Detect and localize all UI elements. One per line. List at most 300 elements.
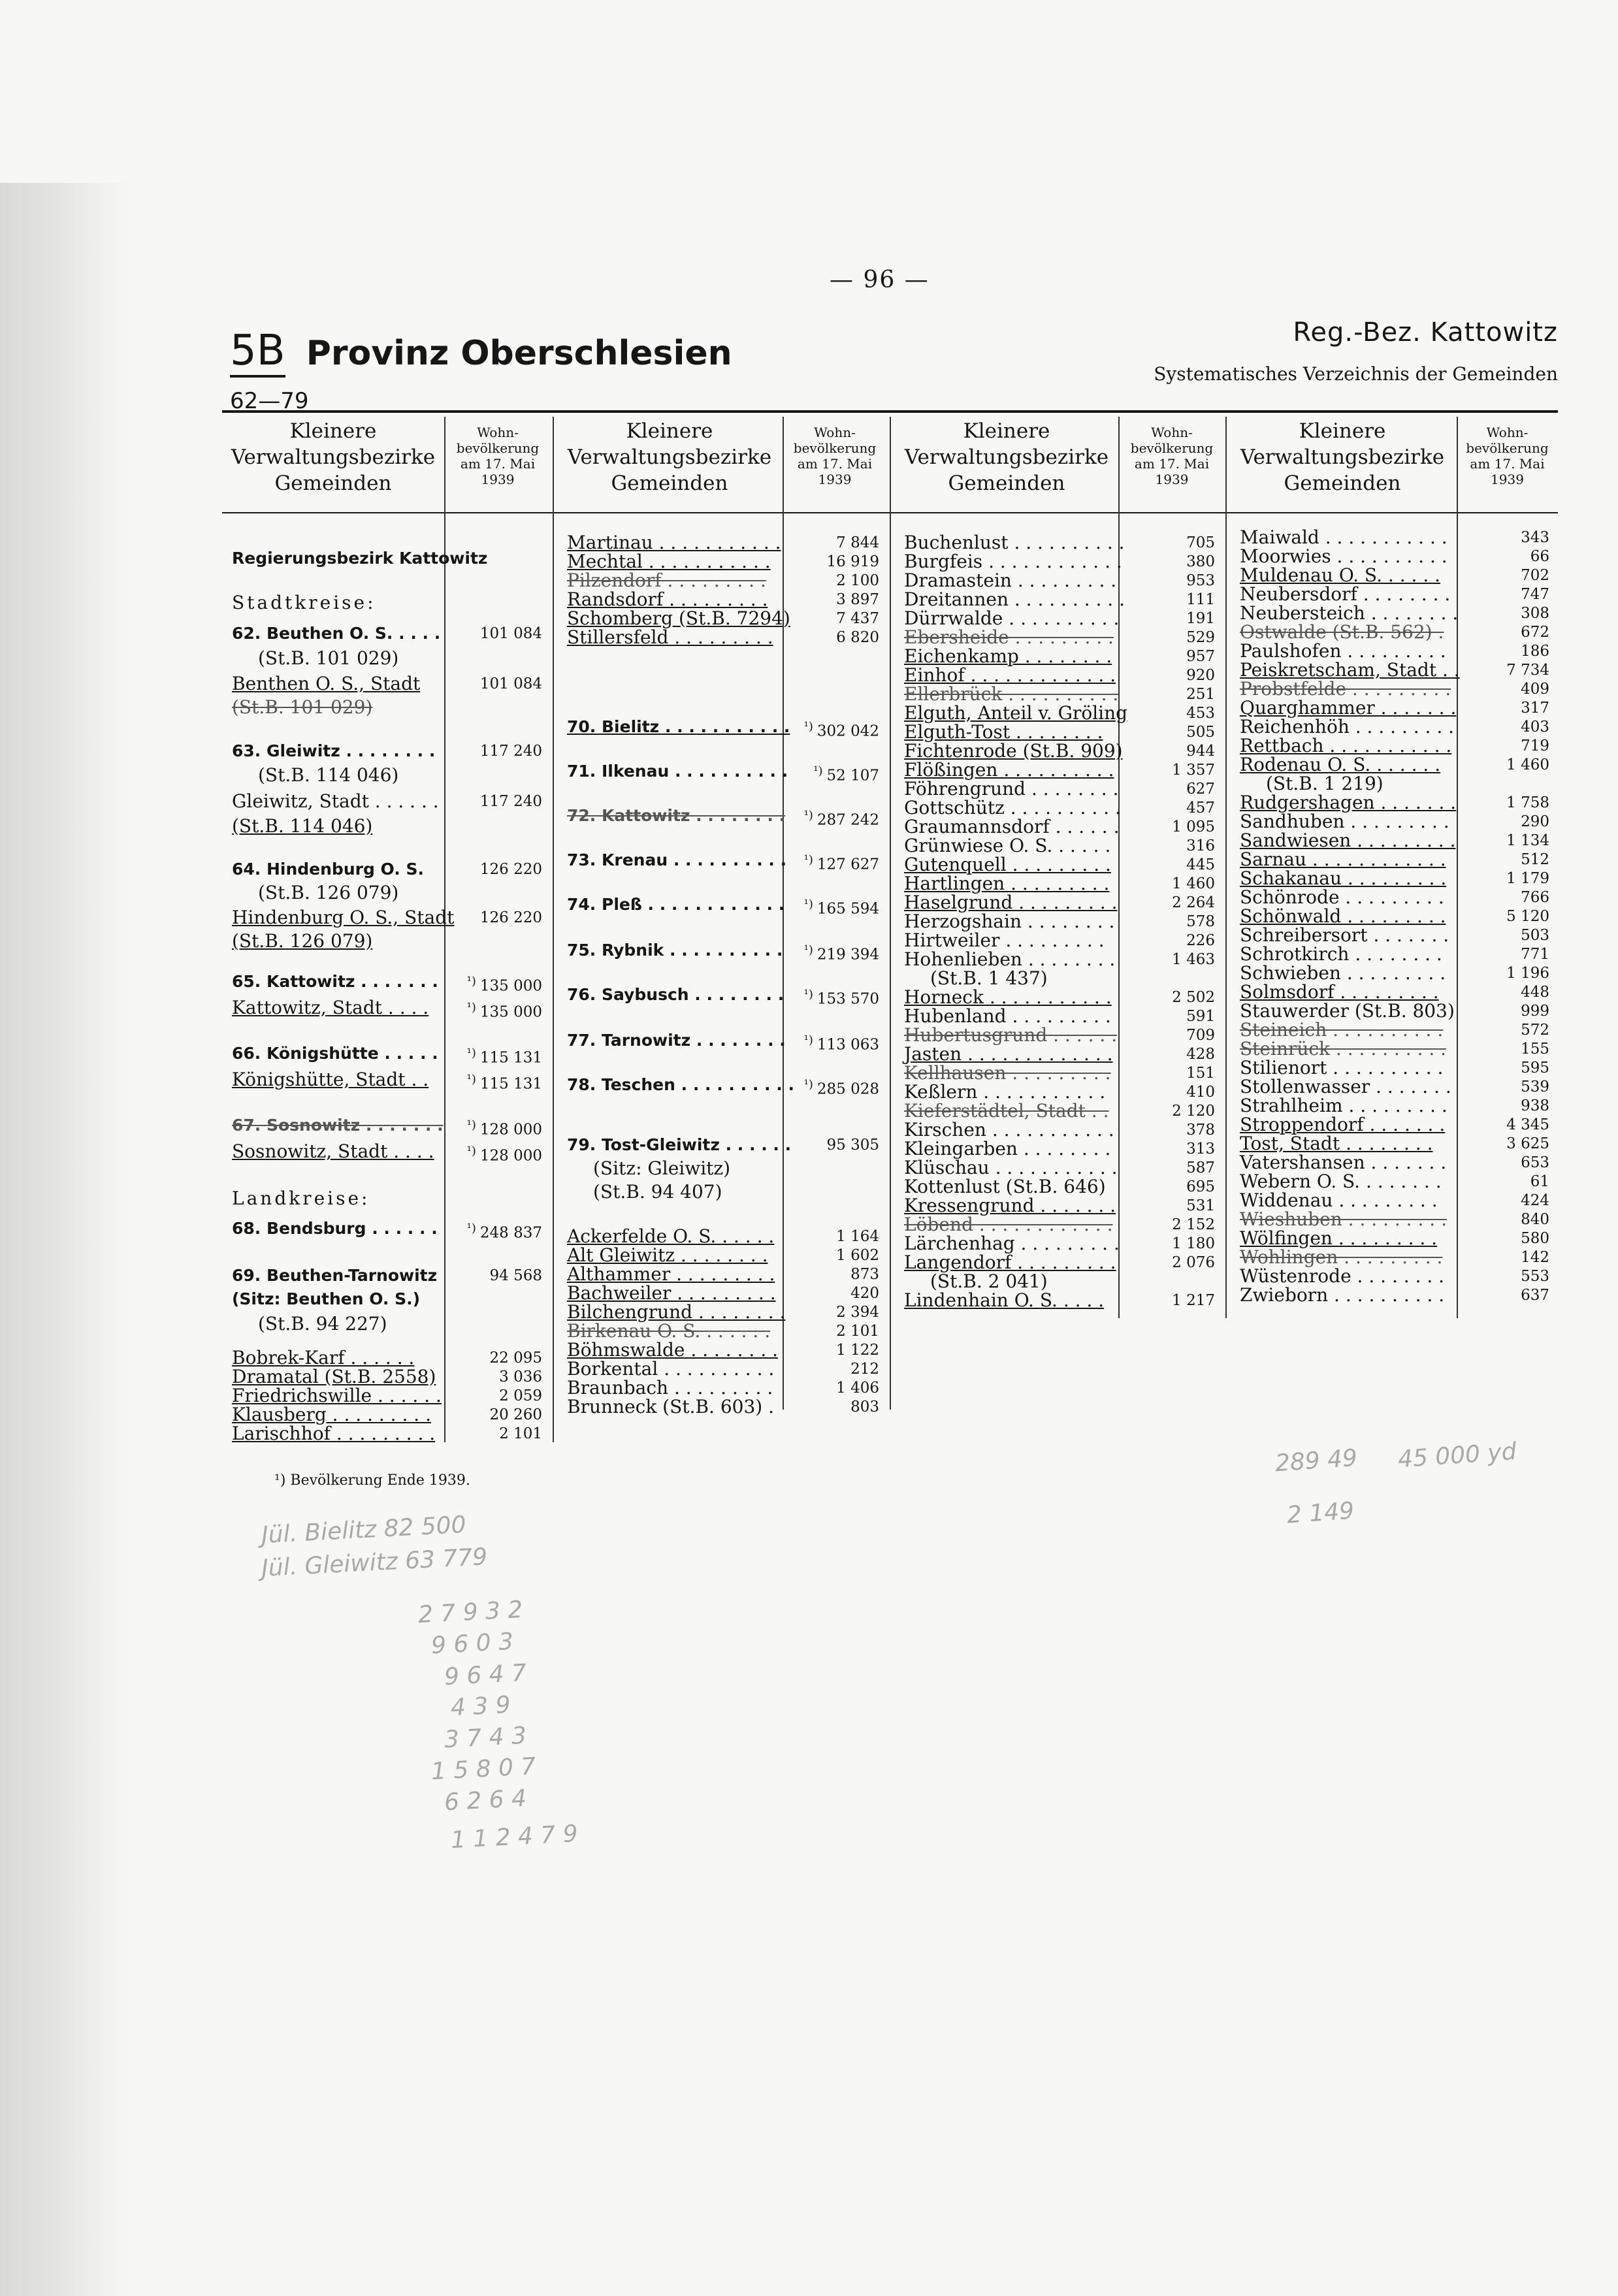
population-value: 248 837 bbox=[479, 1224, 542, 1242]
col4-entry-population bbox=[1521, 812, 1549, 832]
col2-entry-name: Randsdorf . . . . . . . . . bbox=[567, 589, 768, 610]
col3-entry-population bbox=[1186, 571, 1215, 590]
col4-entry-population bbox=[1521, 1248, 1549, 1267]
pop-header-2: Wohn- bevölkerung am 17. Mai 1939 bbox=[793, 425, 877, 487]
col3-entry-name: Gutenquell . . . . . . . . . bbox=[904, 854, 1111, 875]
population-value: 380 bbox=[1186, 553, 1215, 570]
col2-entry-name: (Sitz: Gleiwitz) bbox=[593, 1157, 731, 1179]
col4-entry-name: Maiwald . . . . . . . . . . . bbox=[1240, 526, 1448, 548]
col3-entry-name: Föhrengrund . . . . . . . . bbox=[904, 778, 1119, 800]
number-range: 62—79 bbox=[230, 388, 309, 414]
col4-entry-name: Rodenau O. S. . . . . . . bbox=[1240, 754, 1441, 775]
population-value: 637 bbox=[1521, 1287, 1549, 1304]
col4-entry-name: Schwieben . . . . . . . . . bbox=[1240, 962, 1446, 984]
population-value: 1 217 bbox=[1172, 1292, 1215, 1309]
col3-entry-name: Hartlingen . . . . . . . . . bbox=[904, 873, 1110, 894]
handwritten-note: 1 1 2 4 7 9 bbox=[450, 1820, 579, 1854]
col4-entry-name: Quarghammer . . . . . . . bbox=[1240, 697, 1457, 719]
population-value: 2 120 bbox=[1172, 1103, 1215, 1120]
col3-entry-population bbox=[1186, 1177, 1215, 1197]
col3-entry-name: Lindenhain O. S. . . . . bbox=[904, 1289, 1105, 1311]
population-value: 580 bbox=[1521, 1230, 1549, 1247]
population-value: 378 bbox=[1186, 1122, 1215, 1139]
population-value: 428 bbox=[1186, 1046, 1215, 1063]
col4-entry-population bbox=[1521, 528, 1549, 547]
col3-entry-name: Flößingen . . . . . . . . . . bbox=[904, 759, 1114, 781]
col1-entry-name: (St.B. 114 046) bbox=[258, 764, 399, 786]
col3-entry-name: Kressengrund . . . . . . . bbox=[904, 1195, 1116, 1216]
footnote-marker: ¹) bbox=[466, 1144, 476, 1158]
population-value: 719 bbox=[1521, 737, 1549, 754]
population-value: 2 502 bbox=[1172, 989, 1215, 1006]
col4-entry-population bbox=[1521, 888, 1549, 907]
col3-entry-population bbox=[1186, 685, 1215, 704]
col3-entry-population bbox=[1186, 647, 1215, 666]
population-value: 424 bbox=[1521, 1192, 1549, 1209]
pop-header-3: Wohn- bevölkerung am 17. Mai 1939 bbox=[1130, 425, 1214, 487]
population-value: 938 bbox=[1521, 1097, 1549, 1114]
population-value: 445 bbox=[1186, 856, 1215, 873]
col4-entry-population bbox=[1506, 831, 1549, 850]
population-value: 287 242 bbox=[817, 811, 879, 829]
col3-entry-population bbox=[1186, 666, 1215, 685]
col2-entry-population bbox=[827, 552, 879, 572]
col3-entry-population bbox=[1186, 1158, 1215, 1178]
col1-entry-population bbox=[490, 1348, 542, 1368]
col1-entry-name: Klausberg . . . . . . . . . bbox=[232, 1404, 431, 1425]
col4-entry-name: Tost, Stadt . . . . . . . . bbox=[1240, 1133, 1433, 1154]
col3-entry-name: Keßlern . . . . . . . . . . . bbox=[904, 1081, 1106, 1103]
col2-entry-population bbox=[836, 628, 879, 647]
population-value: 1 602 bbox=[836, 1247, 879, 1264]
col2-entry-name: Schomberg (St.B. 7294) bbox=[567, 607, 790, 629]
population-value: 587 bbox=[1186, 1159, 1215, 1176]
col2-entry-name: Pilzendorf . . . . . . . . . bbox=[567, 570, 766, 591]
population-value: 155 bbox=[1521, 1041, 1549, 1058]
population-value: 6 820 bbox=[836, 629, 879, 646]
col3-entry-name: Langendorf . . . . . . . . . bbox=[904, 1252, 1116, 1273]
col3-entry-population bbox=[1186, 741, 1215, 761]
col1-entry-name: Larischhof . . . . . . . . . bbox=[232, 1423, 436, 1444]
col1-entry-population bbox=[499, 1367, 542, 1387]
col4-entry-population bbox=[1506, 963, 1549, 983]
population-value: 410 bbox=[1186, 1084, 1215, 1101]
col4-entry-population bbox=[1521, 850, 1549, 869]
col2-entry-population bbox=[803, 895, 879, 918]
col2-entry-name: 70. Bielitz . . . . . . . . . . . bbox=[567, 717, 790, 736]
handwritten-note: 4 3 9 bbox=[449, 1691, 511, 1722]
population-value: 1 460 bbox=[1506, 756, 1549, 773]
col1-entry-name: (St.B. 126 079) bbox=[258, 882, 399, 903]
col4-entry-name: Widdenau . . . . . . . . . bbox=[1240, 1189, 1438, 1211]
col1-entry-population bbox=[480, 860, 542, 879]
population-value: 302 042 bbox=[817, 722, 879, 740]
col3-entry-name: Buchenlust . . . . . . . . . . bbox=[904, 532, 1125, 553]
col3-entry-population bbox=[1172, 1234, 1215, 1253]
col4-entry-name: Neubersteich . . . . . . . . bbox=[1240, 602, 1459, 624]
population-value: 709 bbox=[1186, 1027, 1215, 1044]
col1-entry-name: Gleiwitz, Stadt . . . . . . bbox=[232, 790, 439, 812]
col4-entry-name: Strahlheim . . . . . . . . . bbox=[1240, 1095, 1448, 1116]
col4-entry-population bbox=[1521, 982, 1549, 1002]
col4-entry-population bbox=[1521, 717, 1549, 737]
footnote-marker: ¹) bbox=[466, 1073, 476, 1086]
col1-entry-name: Dramatal (St.B. 2558) bbox=[232, 1366, 436, 1387]
col2-entry-name: Alt Gleiwitz . . . . . . . . bbox=[567, 1244, 768, 1266]
col1-entry-name: Regierungsbezirk Kattowitz bbox=[232, 549, 488, 568]
col3-entry-population bbox=[1172, 817, 1215, 837]
footnote-marker: ¹) bbox=[803, 720, 813, 734]
col2-entry-population bbox=[836, 590, 879, 609]
col4-entry-population bbox=[1521, 736, 1549, 756]
col3-entry-population bbox=[1186, 798, 1215, 818]
col3-entry-name: Dürrwalde . . . . . . . . . . bbox=[904, 607, 1120, 629]
col4-entry-name: Wieshuben . . . . . . . . . bbox=[1240, 1208, 1447, 1230]
population-value: 766 bbox=[1521, 889, 1549, 906]
population-value: 52 107 bbox=[826, 767, 879, 784]
col3-entry-name: Kirschen . . . . . . . . . . . bbox=[904, 1119, 1114, 1140]
population-value: 1 463 bbox=[1172, 951, 1215, 968]
col4-entry-name: Schrotkirch . . . . . . . . bbox=[1240, 943, 1442, 965]
col2-entry-name: Braunbach . . . . . . . . . bbox=[567, 1377, 773, 1399]
population-value: 920 bbox=[1186, 667, 1215, 684]
col4-entry-name: Muldenau O. S. . . . . . bbox=[1240, 564, 1441, 586]
col4-entry-population bbox=[1521, 604, 1549, 623]
population-value: 653 bbox=[1521, 1154, 1549, 1171]
col4-entry-name: Webern O. S. . . . . . . . bbox=[1240, 1171, 1442, 1192]
population-value: 2 059 bbox=[499, 1387, 542, 1404]
population-value: 2 076 bbox=[1172, 1254, 1215, 1271]
col1-entry-name: (Sitz: Beuthen O. S.) bbox=[232, 1289, 421, 1308]
col2-entry-population bbox=[836, 1302, 879, 1322]
col1-entry-name: 69. Beuthen-Tarnowitz bbox=[232, 1266, 438, 1285]
col4-entry-population bbox=[1521, 698, 1549, 718]
col1-entry-population bbox=[480, 624, 542, 643]
population-value: 226 bbox=[1186, 932, 1215, 949]
col1-entry-name: (St.B. 126 079) bbox=[232, 930, 373, 952]
col2-entry-population bbox=[836, 533, 879, 553]
col1-entry-name: 64. Hindenburg O. S. bbox=[232, 860, 424, 879]
population-value: 219 394 bbox=[817, 946, 879, 963]
column-divider bbox=[444, 417, 445, 1442]
population-value: 1 357 bbox=[1172, 762, 1215, 779]
col2-entry-population bbox=[836, 571, 879, 590]
population-value: 1 460 bbox=[1172, 875, 1215, 892]
col3-entry-population bbox=[1172, 1253, 1215, 1272]
footnote-marker: ¹) bbox=[803, 1078, 813, 1091]
population-value: 343 bbox=[1521, 529, 1549, 546]
col4-entry-population bbox=[1521, 945, 1549, 964]
handwritten-note: Jül. Bielitz 82 500 bbox=[261, 1511, 467, 1549]
col4-entry-population bbox=[1521, 1039, 1549, 1059]
population-value: 1 758 bbox=[1506, 794, 1549, 811]
col3-entry-population bbox=[1186, 628, 1215, 647]
col1-entry-population bbox=[480, 674, 542, 694]
footnote: ¹) Bevölkerung Ende 1939. bbox=[274, 1472, 470, 1489]
col3-entry-name: Elguth-Tost . . . . . . . . bbox=[904, 721, 1103, 743]
column-header-2: Kleinere Verwaltungsbezirke Gemeinden bbox=[567, 419, 772, 495]
col1-entry-population bbox=[466, 1116, 542, 1139]
col3-entry-name: Ellerbrück . . . . . . . . . . bbox=[904, 683, 1119, 705]
population-value: 165 594 bbox=[817, 900, 879, 918]
population-value: 135 000 bbox=[479, 977, 542, 995]
col4-entry-population bbox=[1521, 585, 1549, 604]
col3-entry-population bbox=[1186, 912, 1215, 931]
col4-entry-name: Wohlingen . . . . . . . . . bbox=[1240, 1246, 1443, 1268]
col4-entry-population bbox=[1506, 1115, 1549, 1135]
col4-entry-population bbox=[1506, 793, 1549, 813]
col2-entry-name: 79. Tost-Gleiwitz . . . . . . bbox=[567, 1135, 792, 1154]
col3-entry-population bbox=[1172, 874, 1215, 894]
col2-entry-name: Brunneck (St.B. 603) . bbox=[567, 1396, 774, 1417]
handwritten-note: 9 6 4 7 bbox=[444, 1659, 527, 1691]
col3-entry-name: Grünwiese O. S. . . . . . bbox=[904, 835, 1111, 856]
col2-entry-population bbox=[836, 1340, 879, 1360]
col4-entry-name: Vatershansen . . . . . . . bbox=[1240, 1152, 1447, 1173]
col2-entry-population bbox=[836, 609, 879, 628]
population-value: 627 bbox=[1186, 781, 1215, 798]
col4-entry-name: Stollenwasser . . . . . . . bbox=[1240, 1076, 1451, 1097]
column-divider bbox=[1457, 417, 1458, 1318]
col2-entry-population bbox=[850, 1359, 879, 1379]
col4-entry-name: Peiskretscham, Stadt . . bbox=[1240, 659, 1460, 681]
col3-entry-population bbox=[1186, 1120, 1215, 1140]
population-value: 111 bbox=[1186, 591, 1215, 608]
col1-entry-name: 63. Gleiwitz . . . . . . . . bbox=[232, 741, 436, 760]
col3-entry-name: Hirtweiler . . . . . . . . . bbox=[904, 930, 1105, 951]
col4-entry-name: Paulshofen . . . . . . . . . bbox=[1240, 640, 1446, 662]
col1-entry-population bbox=[466, 998, 542, 1021]
pop-header-4: Wohn- bevölkerung am 17. Mai 1939 bbox=[1466, 425, 1549, 487]
col3-entry-population bbox=[1186, 779, 1215, 799]
col4-entry-name: Steineich . . . . . . . . . . bbox=[1240, 1019, 1444, 1041]
col1-entry-name: (St.B. 114 046) bbox=[232, 815, 373, 837]
population-value: 251 bbox=[1186, 686, 1215, 703]
col2-entry-name: (St.B. 94 407) bbox=[593, 1181, 722, 1203]
column-divider bbox=[1225, 417, 1227, 1318]
col2-entry-name: Bachweiler . . . . . . . . . bbox=[567, 1282, 776, 1304]
col3-entry-population bbox=[1172, 1291, 1215, 1310]
population-value: 191 bbox=[1186, 610, 1215, 627]
col3-entry-name: Dreitannen . . . . . . . . . . bbox=[904, 589, 1125, 610]
population-value: 142 bbox=[1521, 1249, 1549, 1266]
col4-entry-population bbox=[1521, 926, 1549, 945]
population-value: 115 131 bbox=[479, 1075, 542, 1093]
footnote-marker: ¹) bbox=[803, 897, 813, 911]
handwritten-note: 6 2 6 4 bbox=[444, 1785, 527, 1817]
col4-entry-population bbox=[1521, 1153, 1549, 1172]
population-value: 572 bbox=[1521, 1022, 1549, 1039]
col4-entry-population bbox=[1521, 1020, 1549, 1040]
column-header-1: Kleinere Verwaltungsbezirke Gemeinden bbox=[231, 419, 436, 495]
col2-entry-name: Birkenau O. S. . . . . . . bbox=[567, 1320, 771, 1342]
population-value: 448 bbox=[1521, 984, 1549, 1001]
col3-entry-population bbox=[1186, 703, 1215, 723]
col1-entry-population bbox=[490, 1266, 542, 1285]
page-number: — 96 — bbox=[830, 267, 930, 293]
col1-entry-population bbox=[490, 1405, 542, 1425]
col3-entry-population bbox=[1186, 836, 1215, 856]
col4-entry-population bbox=[1521, 1285, 1549, 1305]
col2-entry-name: Borkental . . . . . . . . . . bbox=[567, 1358, 775, 1380]
col3-entry-name: Elguth, Anteil v. Gröling bbox=[904, 702, 1128, 724]
population-value: 126 220 bbox=[479, 909, 542, 926]
col1-entry-population bbox=[480, 792, 542, 811]
col1-entry-population bbox=[466, 1142, 542, 1165]
footnote-marker: ¹) bbox=[803, 943, 813, 957]
footnote-marker: ¹) bbox=[813, 764, 823, 778]
col3-entry-name: Lärchenhag . . . . . . . . . bbox=[904, 1233, 1120, 1254]
population-value: 705 bbox=[1186, 534, 1215, 551]
col4-entry-population bbox=[1521, 623, 1549, 642]
col3-entry-name: Ebersheide . . . . . . . . . bbox=[904, 626, 1114, 648]
population-value: 127 627 bbox=[817, 856, 879, 873]
column-divider bbox=[553, 417, 554, 1442]
population-value: 101 084 bbox=[479, 675, 542, 692]
col4-entry-name: Stroppendorf . . . . . . . bbox=[1240, 1114, 1446, 1135]
population-value: 1 196 bbox=[1506, 965, 1549, 982]
scan-shadow bbox=[0, 183, 137, 2296]
population-value: 944 bbox=[1186, 743, 1215, 760]
footnote-marker: ¹) bbox=[466, 1046, 476, 1060]
population-value: 16 919 bbox=[826, 553, 879, 570]
col3-entry-name: Kieferstädtel, Stadt . . bbox=[904, 1100, 1109, 1122]
col2-entry-name: 72. Kattowitz . . . . . . . . bbox=[567, 806, 786, 825]
handwritten-note: Jül. Gleiwitz 63 779 bbox=[261, 1543, 489, 1583]
col2-entry-population bbox=[836, 1378, 879, 1398]
col2-entry-population bbox=[850, 1265, 879, 1284]
handwritten-note: 1 5 8 0 7 bbox=[430, 1753, 537, 1786]
col3-entry-population bbox=[1186, 931, 1215, 950]
col3-entry-name: Löbend . . . . . . . . . . . . bbox=[904, 1214, 1113, 1235]
pop-header-1: Wohn- bevölkerung am 17. Mai 1939 bbox=[456, 425, 540, 487]
population-value: 317 bbox=[1521, 700, 1549, 717]
col1-entry-name: Benthen O. S., Stadt bbox=[232, 673, 421, 694]
col2-entry-population bbox=[803, 1075, 879, 1098]
col3-entry-population bbox=[1186, 533, 1215, 553]
col2-entry-name: Martinau . . . . . . . . . . . bbox=[567, 532, 781, 553]
population-value: 3 036 bbox=[499, 1368, 542, 1385]
population-value: 529 bbox=[1186, 629, 1215, 646]
col1-entry-name: Kattowitz, Stadt . . . . bbox=[232, 997, 429, 1018]
population-value: 957 bbox=[1186, 648, 1215, 665]
population-value: 3 897 bbox=[836, 591, 879, 608]
population-value: 7 734 bbox=[1506, 662, 1549, 679]
footnote-marker: ¹) bbox=[466, 1221, 476, 1235]
col1-entry-population bbox=[480, 908, 542, 928]
col1-entry-name: 65. Kattowitz . . . . . . . bbox=[232, 972, 438, 991]
col4-entry-name: Zwieborn . . . . . . . . . . bbox=[1240, 1284, 1445, 1306]
col1-entry-name: Sosnowitz, Stadt . . . . bbox=[232, 1140, 434, 1162]
col3-entry-name: Hubertusgrund . . . . . . bbox=[904, 1024, 1118, 1046]
population-value: 1 122 bbox=[836, 1342, 879, 1359]
col2-entry-name: 75. Rybnik . . . . . . . . . . bbox=[567, 941, 783, 960]
col2-entry-name: Althammer . . . . . . . . . bbox=[567, 1263, 775, 1285]
col3-entry-name: Haselgrund . . . . . . . . . bbox=[904, 892, 1118, 913]
population-value: 1 134 bbox=[1506, 832, 1549, 849]
col3-entry-name: (St.B. 2 041) bbox=[930, 1270, 1048, 1292]
col3-entry-population bbox=[1186, 722, 1215, 742]
col3-entry-population bbox=[1186, 590, 1215, 609]
col4-entry-name: Probstfelde . . . . . . . . . bbox=[1240, 678, 1451, 700]
col1-entry-name: Bobrek-Karf . . . . . . bbox=[232, 1347, 415, 1368]
col4-entry-name: Steinrück . . . . . . . . . . bbox=[1240, 1038, 1447, 1059]
population-value: 101 084 bbox=[479, 625, 542, 642]
population-value: 1 164 bbox=[836, 1228, 879, 1245]
population-value: 771 bbox=[1521, 946, 1549, 963]
col3-entry-population bbox=[1186, 1007, 1215, 1026]
col4-entry-population bbox=[1521, 566, 1549, 585]
col3-entry-name: Kellhausen . . . . . . . . . bbox=[904, 1062, 1111, 1084]
col4-entry-population bbox=[1506, 755, 1549, 775]
col4-entry-population bbox=[1506, 660, 1549, 680]
population-value: 128 000 bbox=[479, 1121, 542, 1139]
col3-entry-name: Kleingarben . . . . . . . . bbox=[904, 1138, 1111, 1159]
col2-entry-name: Bilchengrund . . . . . . . . bbox=[567, 1301, 786, 1323]
col3-entry-population bbox=[1186, 855, 1215, 875]
population-value: 2 100 bbox=[836, 572, 879, 589]
population-value: 290 bbox=[1521, 813, 1549, 830]
population-value: 2 101 bbox=[499, 1425, 542, 1442]
col1-entry-name: Hindenburg O. S., Stadt bbox=[232, 907, 455, 928]
col2-entry-population bbox=[803, 806, 879, 829]
col4-entry-population bbox=[1530, 547, 1549, 566]
col1-entry-population bbox=[480, 741, 542, 761]
col4-entry-population bbox=[1521, 1229, 1549, 1248]
population-value: 186 bbox=[1521, 643, 1549, 660]
footnote-marker: ¹) bbox=[803, 1033, 813, 1047]
col1-entry-name: Stadtkreise: bbox=[232, 592, 376, 613]
col3-entry-population bbox=[1172, 893, 1215, 913]
population-value: 151 bbox=[1186, 1065, 1215, 1082]
col4-entry-population bbox=[1521, 1210, 1549, 1229]
col4-entry-name: Neubersdorf . . . . . . . . bbox=[1240, 583, 1451, 605]
col2-entry-name: Mechtal . . . . . . . . . . . bbox=[567, 551, 771, 572]
col3-entry-population bbox=[1186, 1196, 1215, 1216]
col3-entry-name: (St.B. 1 437) bbox=[930, 967, 1048, 989]
footnote-marker: ¹) bbox=[466, 975, 476, 988]
population-value: 95 305 bbox=[826, 1137, 879, 1154]
col3-entry-population bbox=[1172, 988, 1215, 1007]
col4-entry-population bbox=[1521, 1077, 1549, 1097]
population-value: 531 bbox=[1186, 1197, 1215, 1214]
col4-entry-population bbox=[1506, 1134, 1549, 1154]
col4-entry-name: Moorwies . . . . . . . . . . bbox=[1240, 545, 1448, 567]
col2-entry-name: 73. Krenau . . . . . . . . . . bbox=[567, 850, 787, 869]
footnote-marker: ¹) bbox=[466, 1118, 476, 1132]
population-value: 578 bbox=[1186, 913, 1215, 930]
population-value: 591 bbox=[1186, 1008, 1215, 1025]
col1-entry-name: 68. Bendsburg . . . . . . bbox=[232, 1219, 438, 1238]
col4-entry-name: Wölfingen . . . . . . . . . bbox=[1240, 1227, 1438, 1249]
population-value: 153 570 bbox=[817, 990, 879, 1008]
col3-entry-name: Kottenlust (St.B. 646) bbox=[904, 1176, 1106, 1197]
col3-entry-population bbox=[1186, 1026, 1215, 1045]
col1-entry-population bbox=[499, 1424, 542, 1444]
col4-entry-population bbox=[1521, 1096, 1549, 1116]
col4-entry-population bbox=[1521, 1001, 1549, 1021]
col3-entry-population bbox=[1186, 609, 1215, 628]
handwritten-note: 9 6 0 3 bbox=[430, 1628, 514, 1660]
col4-entry-name: Sarnau . . . . . . . . . . . . bbox=[1240, 849, 1446, 870]
col2-entry-name: 78. Teschen . . . . . . . . . . bbox=[567, 1075, 794, 1094]
col3-entry-population bbox=[1186, 1139, 1215, 1159]
population-value: 702 bbox=[1521, 567, 1549, 584]
col1-entry-name: Landkreise: bbox=[232, 1188, 370, 1209]
col3-entry-name: Klüschau . . . . . . . . . . . bbox=[904, 1157, 1118, 1178]
col4-entry-name: Stauwerder (St.B. 803) bbox=[1240, 1000, 1455, 1022]
col4-entry-population bbox=[1521, 1267, 1549, 1286]
